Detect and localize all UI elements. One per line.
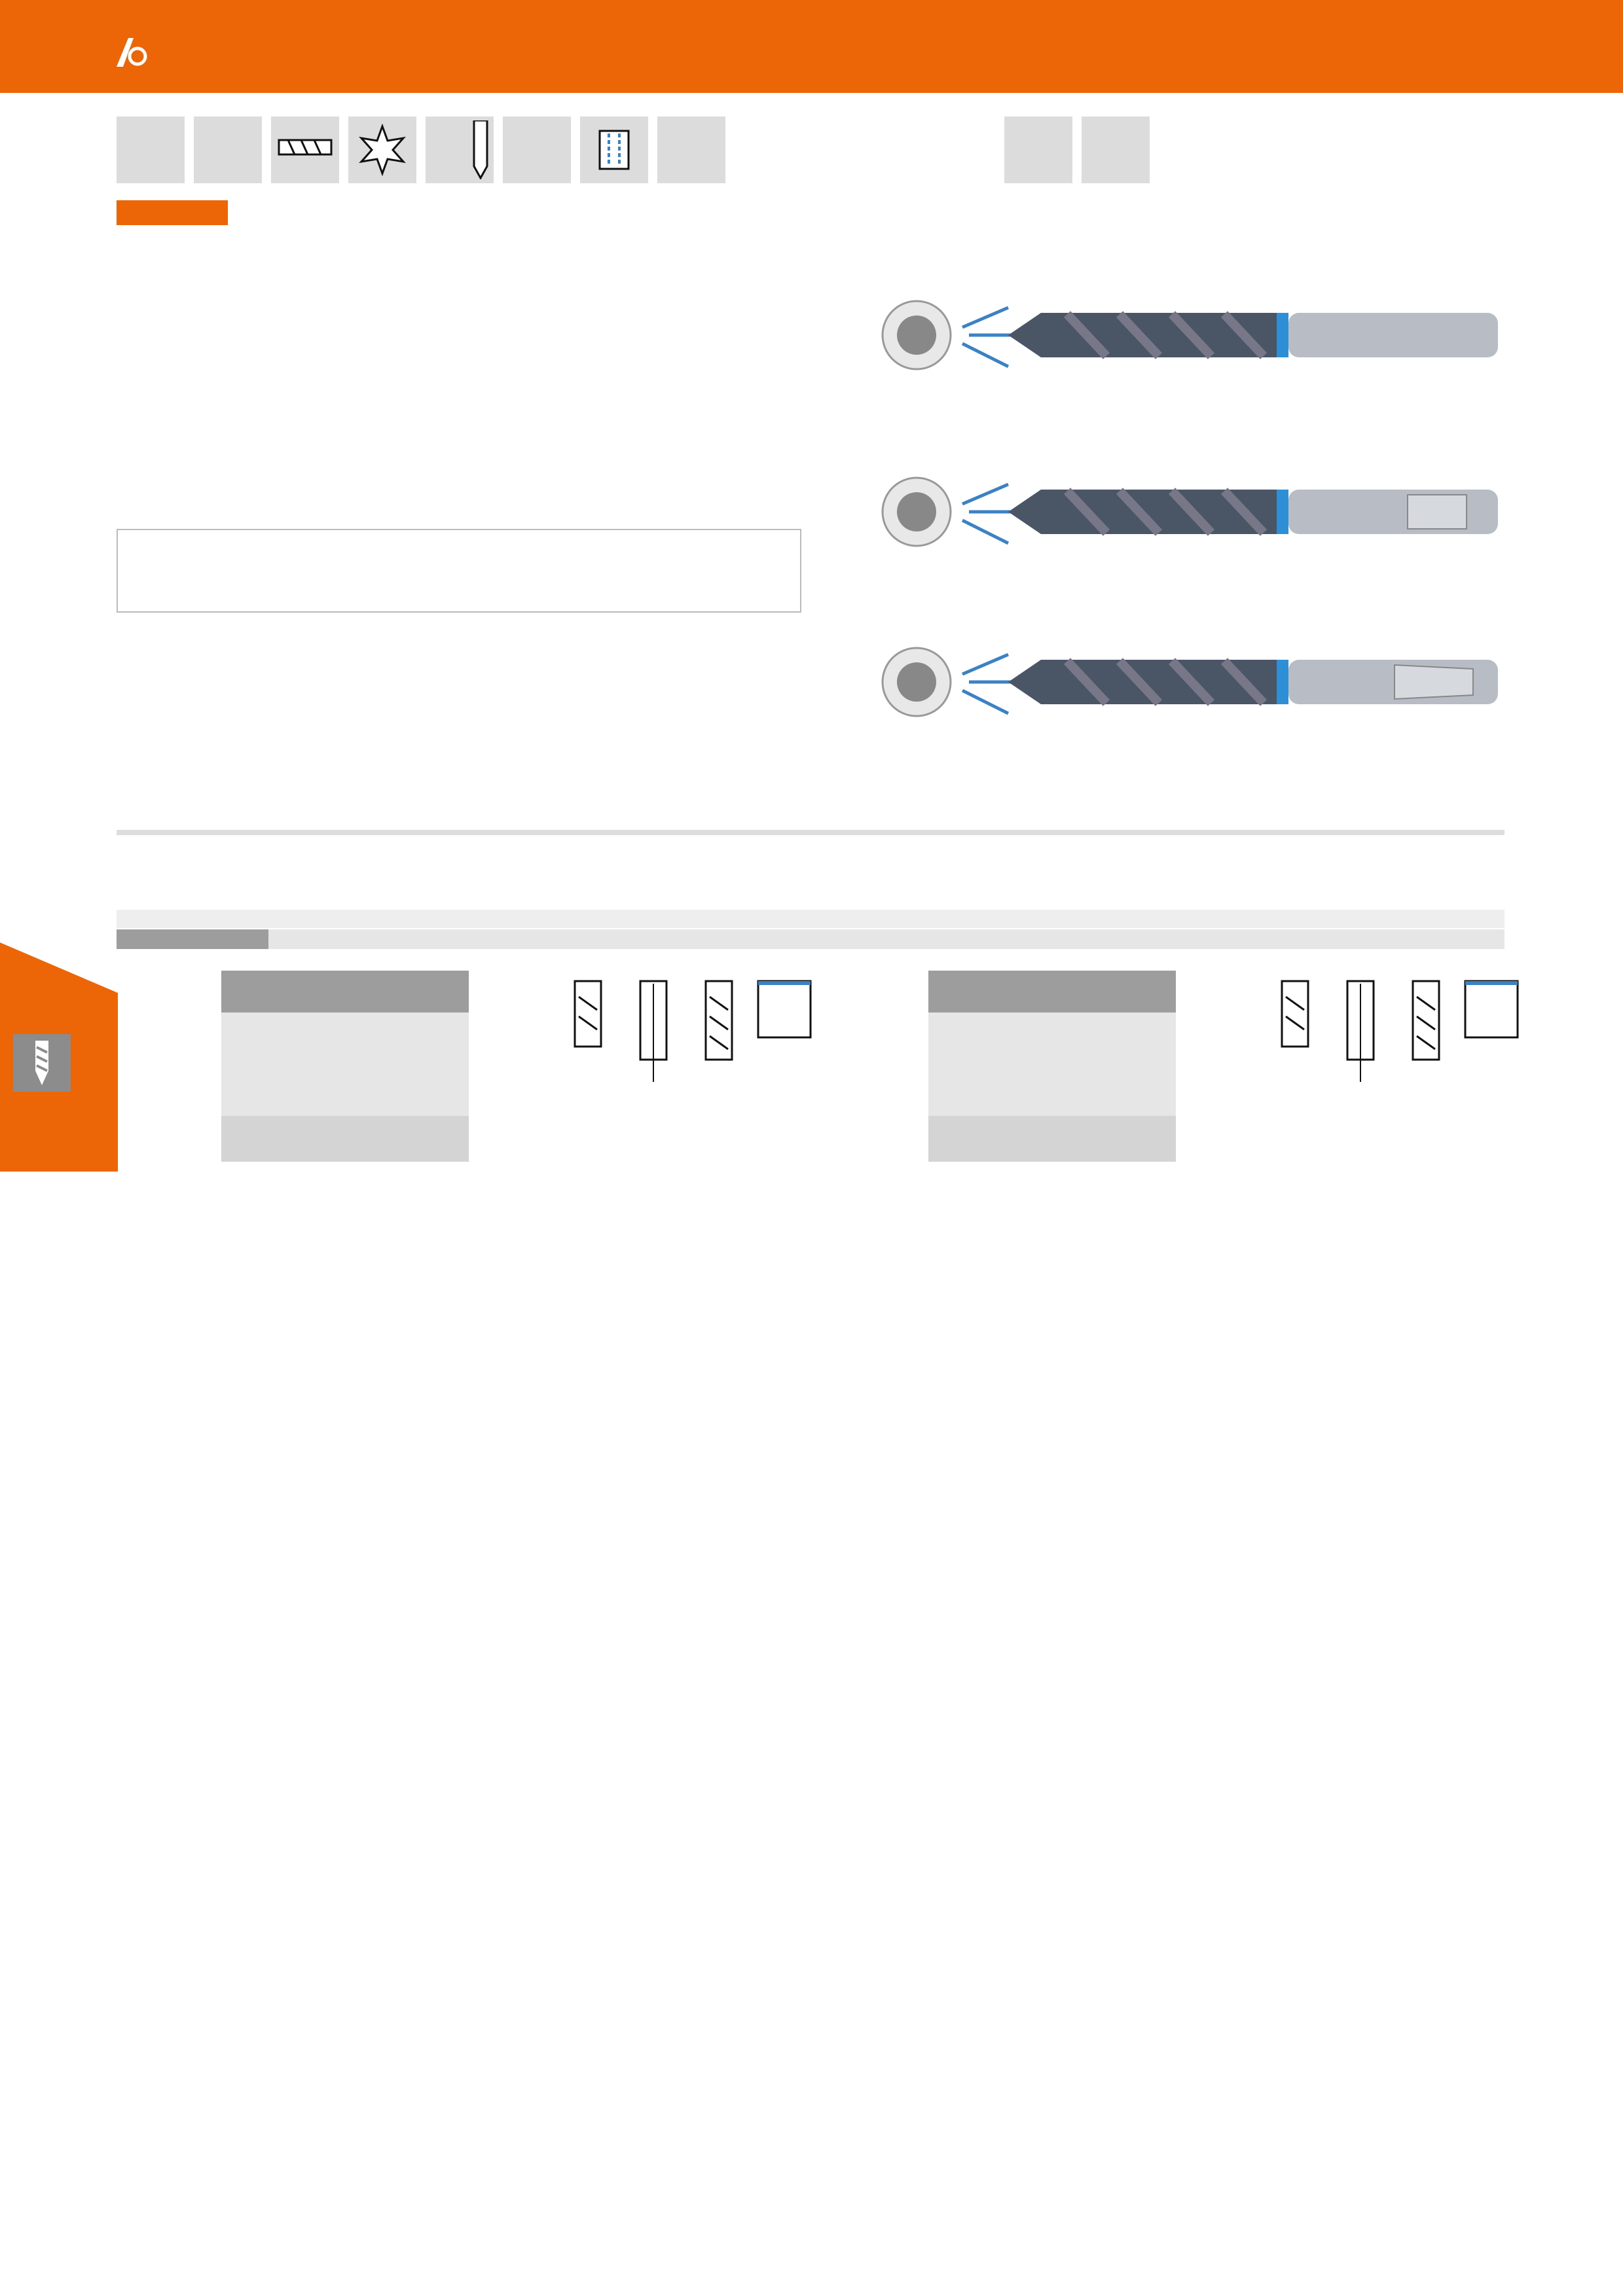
coolant-pressure-icon [594,130,634,170]
point-angle-icon [467,120,494,179]
header-bar [0,0,1623,93]
feature-pressure [580,117,648,183]
feature-shank [503,117,571,183]
brand-logo [117,34,157,71]
feature-hpc [657,117,725,183]
garant-logo [117,200,228,225]
feature-din [194,117,262,183]
dimension-icons [1262,977,1524,1108]
vc-row [268,929,1504,949]
feature-tol-m6 [1004,117,1072,183]
hoffmann-logo-icon [117,38,151,67]
feature-vhm [117,117,185,183]
article-number [240,971,469,1013]
drill-category-icon [13,1034,71,1092]
code-1e [928,971,947,1013]
feature-length [271,117,339,183]
drill-image-ha [871,281,1512,393]
article-number [947,971,1176,1013]
drill-length-icon [275,135,335,165]
code-1e [221,971,240,1013]
dimension-icons [555,977,817,1108]
flute-star-icon [356,124,409,176]
material-article [117,929,268,949]
feature-flutes [348,117,416,183]
feature-tol-h7 [1082,117,1150,183]
note-box [117,529,801,613]
material-table-topbar [117,830,1504,835]
feature-angle [426,117,494,183]
iso-row [117,910,1504,928]
drill-image-hb [871,458,1512,569]
drill-image-he [871,628,1512,740]
